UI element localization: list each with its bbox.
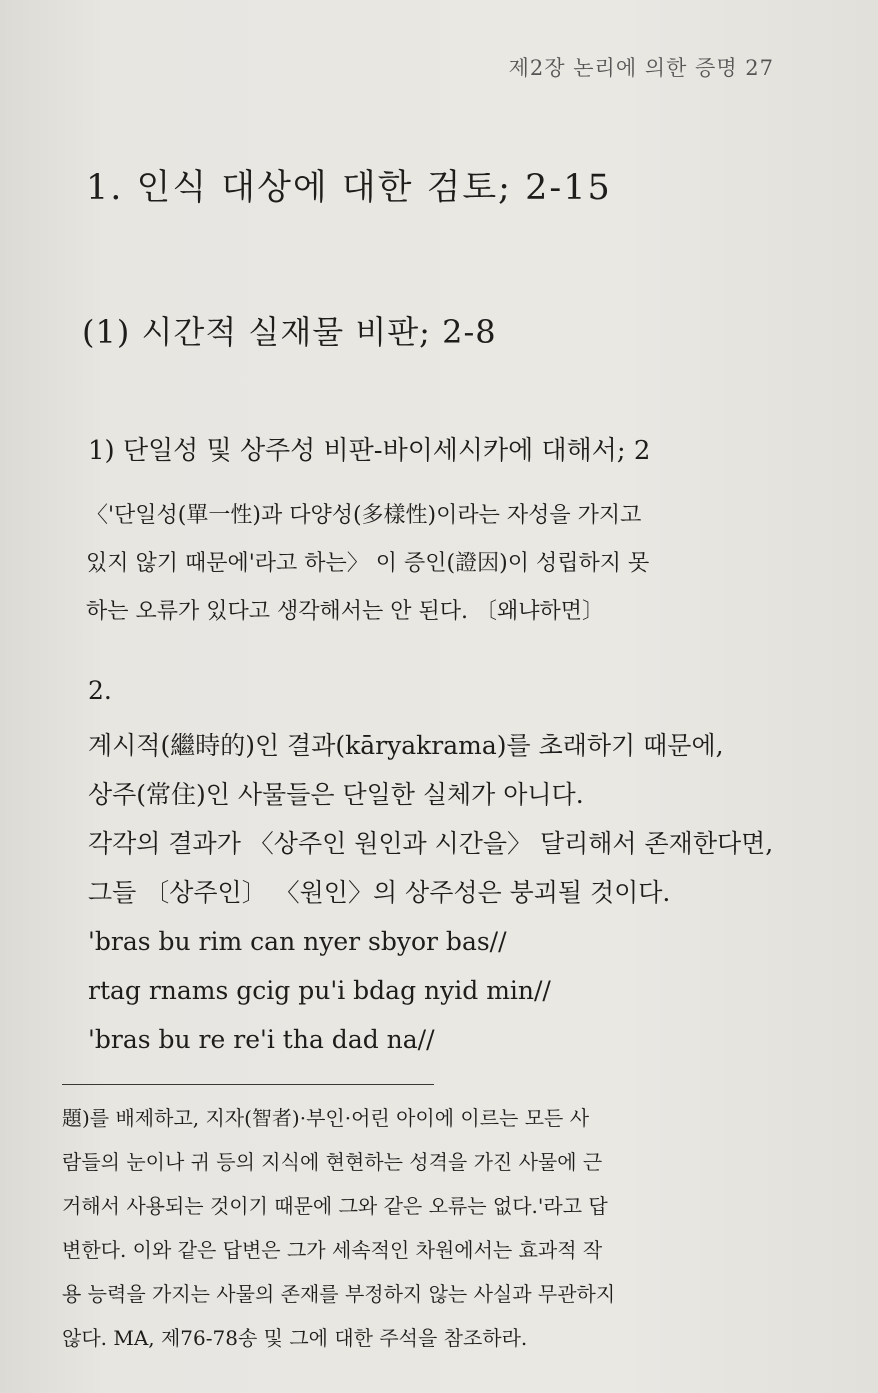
- verse-block: [88, 721, 773, 1064]
- footnote-rule: [62, 1084, 434, 1085]
- section-heading-1: 1. 인식 대상에 대한 검토; 2-15: [86, 168, 612, 208]
- intro-line: 〈'단일성(單一性)과 다양성(多樣性)이라는 자성을 가지고: [86, 503, 642, 528]
- footnote-line: 용 능력을 가지는 사물의 존재를 부정하지 않는 사실과 무관하지: [62, 1282, 616, 1306]
- intro-line: 있지 않기 때문에'라고 하는〉 이 증인(證因)이 성립하지 못: [86, 551, 650, 576]
- footnote-line: 題)를 배제하고, 지자(智者)·부인·어린 아이에 이르는 모든 사: [62, 1106, 590, 1130]
- verse-line: 상주(常住)인 사물들은 단일한 실체가 아니다.: [88, 780, 584, 809]
- verse-line-tibetan: 'bras bu rim can nyer sbyor bas//: [88, 927, 507, 956]
- footnote: [62, 1096, 615, 1360]
- intro-paragraph: [86, 492, 806, 636]
- verse-line: 그들 〔상주인〕 〈원인〉의 상주성은 붕괴될 것이다.: [88, 878, 671, 907]
- verse-line-tibetan: 'bras bu re re'i tha dad na//: [88, 1025, 435, 1054]
- verse-line: 각각의 결과가 〈상주인 원인과 시간을〉 달리해서 존재한다면,: [88, 829, 774, 858]
- footnote-line: 않다. MA, 제76-78송 및 그에 대한 주석을 참조하라.: [62, 1326, 528, 1350]
- section-heading-2: (1) 시간적 실재물 비판; 2-8: [82, 313, 497, 351]
- running-head: 제2장 논리에 의한 증명 27: [508, 56, 774, 80]
- intro-line: 하는 오류가 있다고 생각해서는 안 된다. 〔왜냐하면〕: [86, 599, 604, 624]
- footnote-line: 거해서 사용되는 것이기 때문에 그와 같은 오류는 없다.'라고 답: [62, 1194, 608, 1218]
- footnote-line: 람들의 눈이나 귀 등의 지식에 현현하는 성격을 가진 사물에 근: [62, 1150, 603, 1174]
- footnote-line: 변한다. 이와 같은 답변은 그가 세속적인 차원에서는 효과적 작: [62, 1238, 603, 1262]
- section-heading-3: 1) 단일성 및 상주성 비판-바이세시카에 대해서; 2: [88, 436, 651, 466]
- verse-line: 계시적(繼時的)인 결과(kāryakrama)를 초래하기 때문에,: [88, 731, 724, 760]
- verse-line-tibetan: rtag rnams gcig pu'i bdag nyid min//: [88, 976, 551, 1005]
- verse-number: 2.: [88, 676, 112, 705]
